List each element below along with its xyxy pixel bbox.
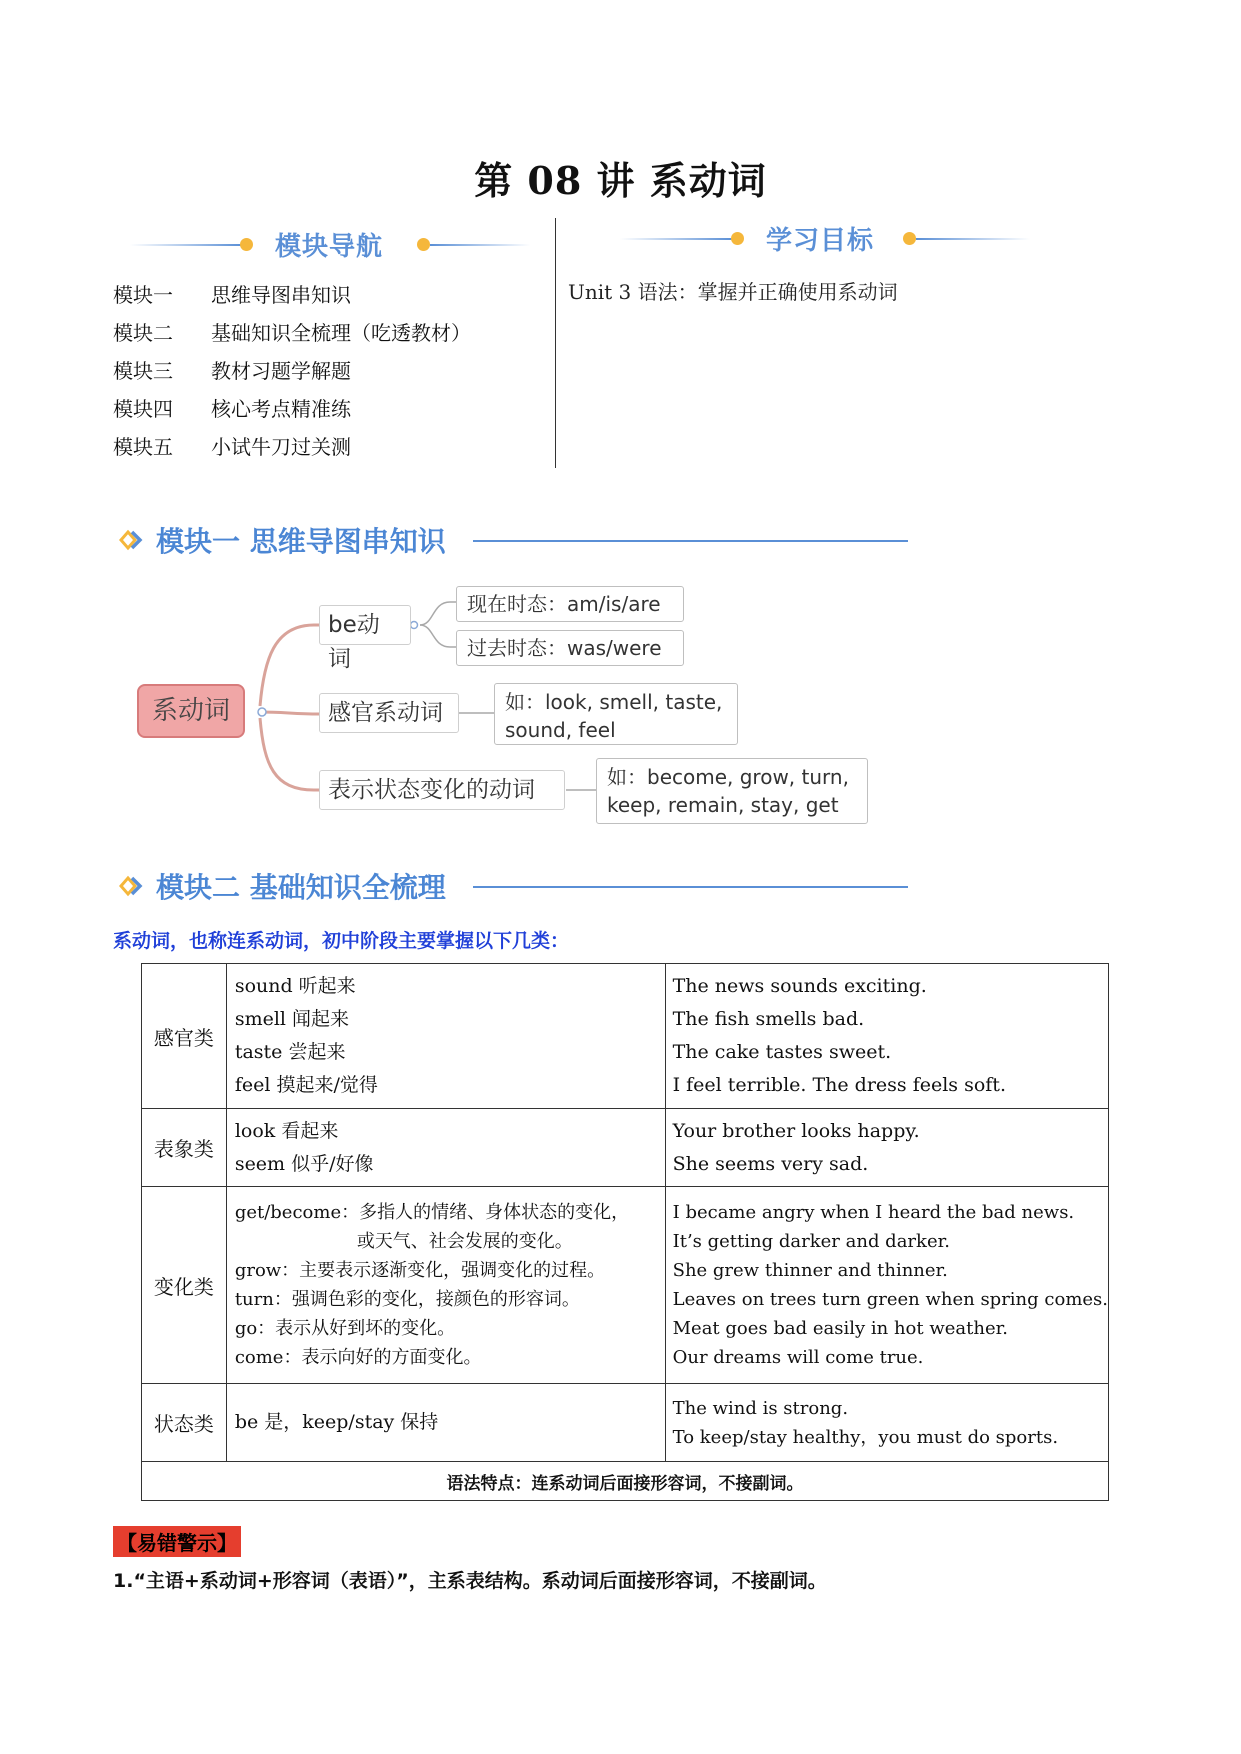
mind-map-branch: be动词 xyxy=(319,605,411,645)
category-cell: 表象类 xyxy=(142,1109,227,1187)
linking-verb-table xyxy=(141,963,1109,1501)
module-nav-label: 模块导航 xyxy=(275,232,384,262)
mind-map-leaf: 现在时态：am/is/are xyxy=(456,586,684,622)
category-cell: 感官类 xyxy=(142,964,227,1109)
dot-icon xyxy=(731,232,744,245)
table-row xyxy=(142,1187,1109,1384)
warning-badge: 【易错警示】 xyxy=(113,1526,241,1557)
module1-heading: 模块一 思维导图串知识 xyxy=(118,520,908,560)
category-cell: 状态类 xyxy=(142,1384,227,1462)
column-divider xyxy=(555,218,556,468)
examples-cell: The news sounds exciting. The fish smells bad. The cake tastes sweet. I feel terrible. The dress feels soft. xyxy=(665,964,1108,1109)
learning-goal-header xyxy=(620,218,1030,258)
mind-map-branch: 表示状态变化的动词 xyxy=(319,770,565,810)
double-chevron-icon xyxy=(118,526,148,554)
page-title: 第 08 讲 系动词 xyxy=(474,158,767,203)
module2-heading: 模块二 基础知识全梳理 xyxy=(118,866,908,906)
dot-icon xyxy=(240,238,253,251)
mind-map-branch: 感官系动词 xyxy=(319,693,459,733)
examples-cell: I became angry when I heard the bad news. It’s getting darker and darker. She grew thinner and thinner. Leaves on trees turn green when spring comes. Meat goes bad easily in hot weather. Our dreams will come true. xyxy=(665,1187,1108,1384)
mind-map-leaf: 过去时态：was/were xyxy=(456,630,684,666)
dot-icon xyxy=(417,238,430,251)
mind-map-leaf: 如：become, grow, turn, keep, remain, stay, get xyxy=(596,758,868,824)
module-nav-list xyxy=(113,276,471,466)
nav-item: 模块五 小试牛刀过关测 xyxy=(113,435,351,459)
table-row xyxy=(142,1109,1109,1187)
nav-item: 模块四 核心考点精准练 xyxy=(113,397,351,421)
mind-map-root: 系动词 xyxy=(137,684,245,738)
intro-text: 系动词，也称连系动词，初中阶段主要掌握以下几类： xyxy=(113,930,570,952)
words-cell: look 看起来 seem 似乎/好像 xyxy=(226,1109,665,1187)
examples-cell: The wind is strong. To keep/stay healthy，you must do sports. xyxy=(665,1384,1108,1462)
module-nav-header xyxy=(130,224,530,264)
table-row xyxy=(142,1462,1109,1501)
dot-icon xyxy=(903,232,916,245)
nav-item: 模块一 思维导图串知识 xyxy=(113,283,351,307)
warning-text: 1.“主语+系动词+形容词（表语）”，主系表结构。系动词后面接形容词，不接副词。 xyxy=(113,1570,827,1592)
table-row xyxy=(142,964,1109,1109)
examples-cell: Your brother looks happy. She seems very sad. xyxy=(665,1109,1108,1187)
category-cell: 变化类 xyxy=(142,1187,227,1384)
learning-goal-label: 学习目标 xyxy=(766,226,875,256)
mind-map-leaf: 如：look, smell, taste, sound, feel xyxy=(494,683,738,745)
words-cell: sound 听起来 smell 闻起来 taste 尝起来 feel 摸起来/觉得 xyxy=(226,964,665,1109)
nav-item: 模块三 教材习题学解题 xyxy=(113,359,351,383)
words-cell: be 是，keep/stay 保持 xyxy=(226,1384,665,1462)
nav-item: 模块二 基础知识全梳理（吃透教材） xyxy=(113,321,471,345)
double-chevron-icon xyxy=(118,872,148,900)
grammar-note: 语法特点：连系动词后面接形容词，不接副词。 xyxy=(142,1462,1109,1501)
words-cell: get/become：多指人的情绪、身体状态的变化， 或天气、社会发展的变化。 grow：主要表示逐渐变化，强调变化的过程。 turn：强调色彩的变化，接颜色的形容词。 go：表示从好到坏的变化。 come：表示向好的方面变化。 xyxy=(226,1187,665,1384)
table-row xyxy=(142,1384,1109,1462)
learning-goal-text: Unit 3 语法：掌握并正确使用系动词 xyxy=(568,280,898,304)
mind-map xyxy=(114,590,904,840)
